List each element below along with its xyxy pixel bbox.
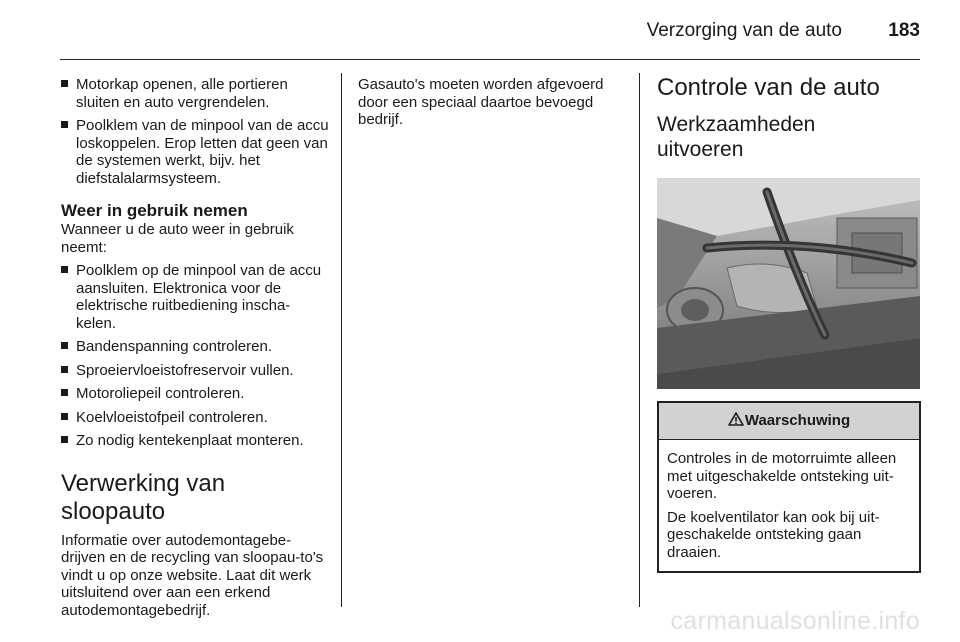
list-item: Motoroliepeil controleren. bbox=[61, 385, 329, 403]
list-item: Poolklem op de minpool van de accu aansluiten. Elektronica voor de elektrische ruitbediening inscha-kelen. bbox=[61, 262, 329, 332]
warning-paragraph: Controles in de motorruimte alleen met uitgeschakelde ontsteking uit-voeren. bbox=[667, 450, 897, 502]
list-item: Poolklem van de minpool van de accu loskoppelen. Erop letten dat geen van de systemen werkt, bijv. het diefstalalarmsysteem. bbox=[61, 117, 329, 187]
engine-bay-photo bbox=[657, 178, 920, 389]
watermark: carmanualsonline.info bbox=[670, 607, 920, 635]
reuse-steps-list bbox=[61, 262, 329, 450]
text-gasauto: Gasauto's moeten worden afgevoerd door een speciaal daartoe bevoegd bedrijf. bbox=[358, 76, 604, 128]
intro-weer-in-gebruik: Wanneer u de auto weer in gebruik neemt: bbox=[61, 221, 294, 256]
page-header-title: Verzorging van de auto bbox=[646, 20, 842, 41]
heading-verwerking-sloopauto: Verwerking van sloopauto bbox=[61, 469, 226, 525]
warning-triangle-icon bbox=[728, 412, 744, 426]
column-3 bbox=[657, 76, 921, 573]
list-item: Sproeiervloeistofreservoir vullen. bbox=[61, 362, 329, 380]
list-item: Zo nodig kentekenplaat monteren. bbox=[61, 432, 329, 450]
subheading-werkzaamheden-uitvoeren bbox=[657, 112, 921, 162]
list-item: Bandenspanning controleren. bbox=[61, 338, 329, 356]
column-2 bbox=[358, 76, 628, 129]
subheading-line-2: uitvoeren bbox=[657, 138, 744, 161]
subheading-line-1: Werkzaamheden bbox=[657, 113, 816, 136]
text-verwerking-sloopauto: Informatie over autodemontagebe-drijven en de recycling van sloopau-to's vindt u op onze website. Laat dit werk uitsluitend over aan een erkend autodemontagebedrijf. bbox=[61, 531, 324, 619]
warning-box bbox=[657, 401, 921, 573]
storage-steps-list bbox=[61, 76, 329, 187]
list-item: Koelvloeistofpeil controleren. bbox=[61, 409, 329, 427]
heading-controle-van-de-auto: Controle van de auto bbox=[657, 74, 880, 101]
warning-header bbox=[659, 403, 919, 440]
column-1 bbox=[61, 76, 329, 619]
heading-weer-in-gebruik: Weer in gebruik nemen bbox=[61, 201, 248, 220]
warning-body bbox=[659, 440, 919, 571]
list-item: Motorkap openen, alle portieren sluiten en auto vergrendelen. bbox=[61, 76, 329, 111]
page-number: 183 bbox=[888, 20, 920, 41]
header-rule bbox=[60, 59, 920, 60]
column-divider-1 bbox=[341, 73, 342, 607]
column-divider-2 bbox=[639, 73, 640, 607]
warning-title: Waarschuwing bbox=[744, 412, 851, 429]
warning-paragraph: De koelventilator kan ook bij uit-geschakelde ontsteking gaan draaien. bbox=[667, 508, 880, 561]
